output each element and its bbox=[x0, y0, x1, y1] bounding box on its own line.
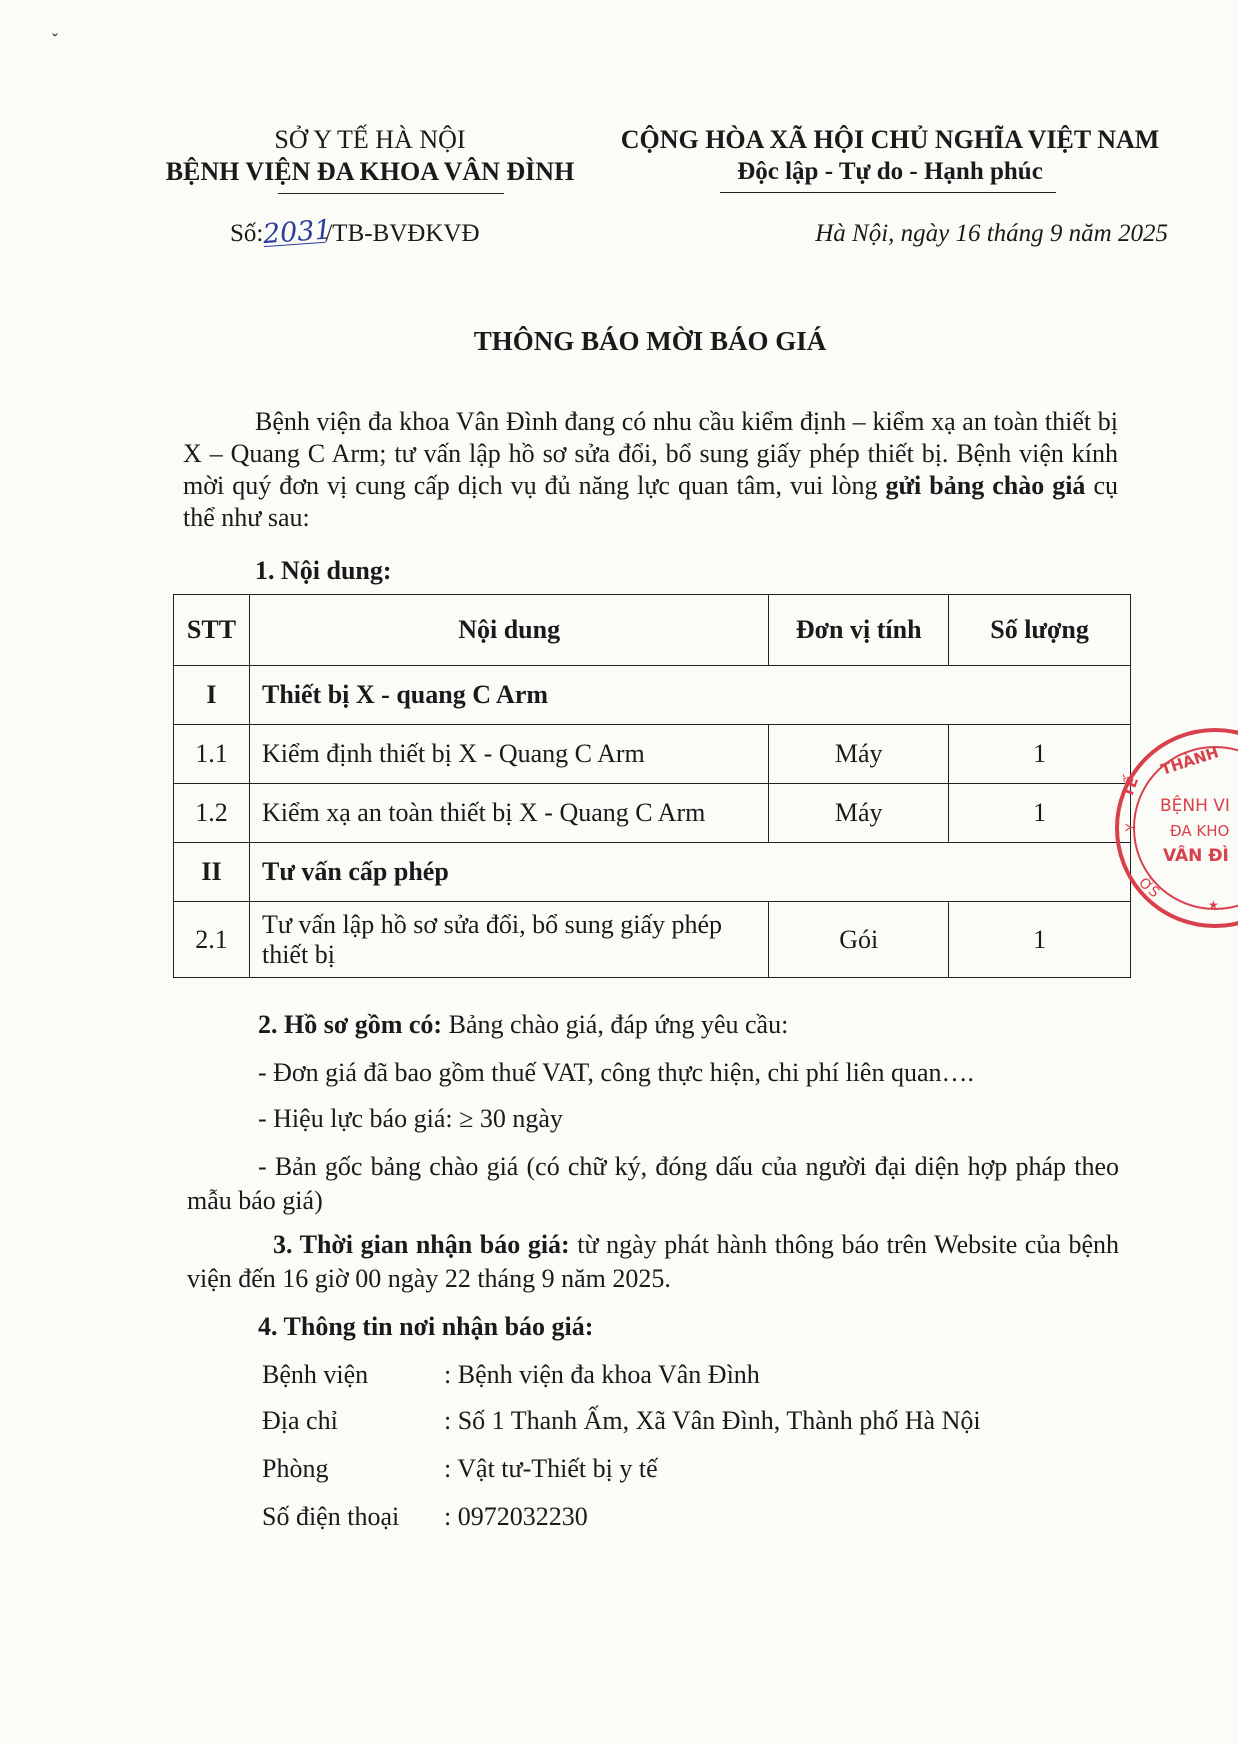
content-table bbox=[173, 594, 1131, 978]
row-stt: 2.1 bbox=[174, 902, 250, 978]
info-value-hospital: : Bệnh viện đa khoa Vân Đình bbox=[444, 1360, 760, 1389]
stamp-bottom-arc: ỞS bbox=[1135, 874, 1163, 902]
row-content: Tư vấn lập hồ sơ sửa đổi, bổ sung giấy phép thiết bị bbox=[249, 902, 768, 978]
row-unit: Máy bbox=[769, 784, 949, 843]
section4-heading: 4. Thông tin nơi nhận báo giá: bbox=[258, 1312, 594, 1341]
col-header-content: Nội dung bbox=[249, 595, 768, 666]
scan-speck: ˇ bbox=[52, 30, 58, 50]
country-name: CỘNG HÒA XÃ HỘI CHỦ NGHĨA VIỆT NAM bbox=[620, 125, 1160, 154]
table-row bbox=[174, 902, 1131, 978]
stamp-left-arc: TẾ bbox=[1118, 774, 1143, 800]
section2-heading bbox=[258, 1010, 788, 1040]
row-quantity: 1 bbox=[949, 902, 1131, 978]
group-row bbox=[174, 666, 1131, 725]
group-row bbox=[174, 843, 1131, 902]
motto-underline bbox=[720, 192, 1056, 193]
section3-text: từ ngày phát hành thông báo trên Website của bệnh viện đến 16 giờ 00 ngày 22 tháng 9 năm 2025. bbox=[187, 1230, 1119, 1293]
section2-item: - Bản gốc bảng chào giá (có chữ ký, đóng dấu của người đại diện hợp pháp theo mẫu báo giá) bbox=[187, 1152, 1119, 1215]
issue-date: Hà Nội, ngày 16 tháng 9 năm 2025 bbox=[815, 220, 1168, 247]
stamp-top-arc: THÀNH bbox=[1158, 743, 1221, 779]
section2-heading-bold: 2. Hồ sơ gồm có: bbox=[258, 1010, 443, 1039]
intro-text-before: Bệnh viện đa khoa Vân Đình đang có nhu cầu kiểm định – kiểm xạ an toàn thiết bị X – Quang C Arm; tư vấn lập hồ sơ sửa đổi, bổ sung giấy phép thiết bị. Bệnh viện kính mời quý đơn vị cung cấp dịch vụ đủ năng lực quan tâm, vui lòng bbox=[183, 407, 1118, 500]
col-header-stt: STT bbox=[174, 595, 250, 666]
section2-item: - Đơn giá đã bao gồm thuế VAT, công thực hiện, chi phí liên quan…. bbox=[258, 1058, 974, 1087]
section1-heading: 1. Nội dung: bbox=[255, 556, 392, 585]
row-stt: 1.1 bbox=[174, 725, 250, 784]
stamp-left-letter: Y bbox=[1124, 823, 1140, 832]
group-title: Thiết bị X - quang C Arm bbox=[249, 666, 1130, 725]
info-label-hospital: Bệnh viện bbox=[262, 1360, 369, 1389]
group-index: I bbox=[174, 666, 250, 725]
row-stt: 1.2 bbox=[174, 784, 250, 843]
group-index: II bbox=[174, 843, 250, 902]
table-header-row bbox=[174, 595, 1131, 666]
document-title: THÔNG BÁO MỜI BÁO GIÁ bbox=[473, 326, 827, 356]
ref-suffix: /TB-BVĐKVĐ bbox=[325, 220, 480, 247]
row-quantity: 1 bbox=[949, 725, 1131, 784]
col-header-quantity: Số lượng bbox=[949, 595, 1131, 666]
row-content: Kiểm định thiết bị X - Quang C Arm bbox=[249, 725, 768, 784]
stamp-line-3: VÂN ĐÌ bbox=[1163, 846, 1229, 866]
row-unit: Máy bbox=[769, 725, 949, 784]
intro-text-after: cụ thể như sau: bbox=[183, 471, 1118, 532]
document-number bbox=[230, 214, 480, 251]
national-motto: Độc lập - Tự do - Hạnh phúc bbox=[737, 158, 1043, 185]
group-title: Tư vấn cấp phép bbox=[249, 843, 1130, 902]
table-row bbox=[174, 784, 1131, 843]
national-header bbox=[600, 124, 1180, 188]
info-value-address: : Số 1 Thanh Ấm, Xã Vân Đình, Thành phố Hà Nội bbox=[444, 1406, 981, 1435]
stamp-line-1: BỆNH VI bbox=[1160, 796, 1230, 816]
issuer-underline bbox=[278, 193, 504, 194]
issuer-name: BỆNH VIỆN ĐA KHOA VÂN ĐÌNH bbox=[165, 157, 575, 186]
info-label-address: Địa chỉ bbox=[262, 1406, 338, 1435]
section2-heading-rest: Bảng chào giá, đáp ứng yêu cầu: bbox=[442, 1010, 789, 1039]
intro-text-bold: gửi bảng chào giá bbox=[885, 471, 1086, 500]
stamp-line-2: ĐA KHO bbox=[1170, 822, 1230, 840]
col-header-unit: Đơn vị tính bbox=[769, 595, 949, 666]
section2-item: - Hiệu lực báo giá: ≥ 30 ngày bbox=[258, 1104, 563, 1133]
section3-paragraph bbox=[187, 1228, 1119, 1296]
row-content: Kiểm xạ an toàn thiết bị X - Quang C Arm bbox=[249, 784, 768, 843]
info-value-department: : Vật tư-Thiết bị y tế bbox=[444, 1454, 658, 1483]
issuer-parent: SỞ Y TẾ HÀ NỘI bbox=[274, 125, 466, 154]
row-unit: Gói bbox=[769, 902, 949, 978]
info-value-phone: : 0972032230 bbox=[444, 1502, 588, 1531]
ref-prefix: Số: bbox=[230, 220, 264, 247]
table-row bbox=[174, 725, 1131, 784]
stamp-star-icon: ★ bbox=[1208, 898, 1219, 912]
issuer-block bbox=[150, 124, 590, 188]
info-label-phone: Số điện thoại bbox=[262, 1502, 400, 1531]
handwritten-ref-number: 2031 bbox=[262, 214, 333, 251]
row-quantity: 1 bbox=[949, 784, 1131, 843]
intro-paragraph bbox=[183, 406, 1118, 534]
info-label-department: Phòng bbox=[262, 1454, 329, 1483]
section3-heading: 3. Thời gian nhận báo giá: bbox=[273, 1230, 570, 1259]
